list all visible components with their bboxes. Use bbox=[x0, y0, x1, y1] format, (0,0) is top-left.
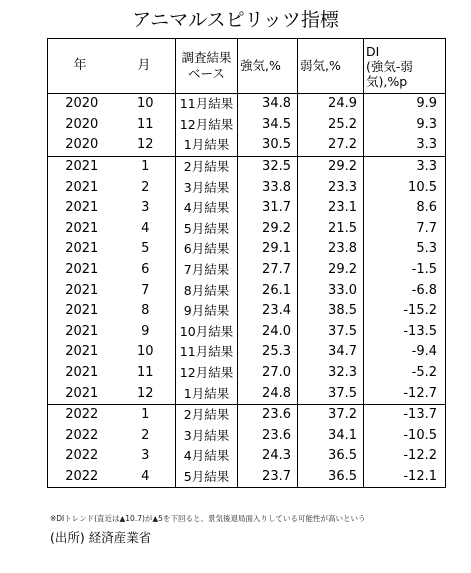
cell-year: 2020 bbox=[48, 115, 116, 136]
cell-strong: 23.7 bbox=[238, 467, 298, 488]
cell-di: 7.7 bbox=[364, 219, 446, 240]
cell-weak: 32.3 bbox=[298, 363, 364, 384]
table-row bbox=[48, 135, 446, 156]
cell-month: 4 bbox=[141, 220, 150, 236]
cell-year: 2022 bbox=[48, 426, 116, 447]
table-row bbox=[48, 198, 446, 219]
cell-di: -1.5 bbox=[364, 260, 446, 281]
cell-year: 2021 bbox=[48, 239, 116, 260]
cell-year: 2021 bbox=[48, 322, 116, 343]
cell-base: 2月結果 bbox=[176, 404, 238, 425]
table-row bbox=[48, 446, 446, 467]
cell-base: 10月結果 bbox=[176, 322, 238, 343]
cell-base: 5月結果 bbox=[176, 467, 238, 488]
header-month: 月 bbox=[137, 58, 151, 73]
cell-weak: 23.3 bbox=[298, 177, 364, 198]
data-table-container bbox=[47, 38, 445, 488]
table-row bbox=[48, 322, 446, 343]
cell-base: 1月結果 bbox=[176, 383, 238, 404]
cell-di: -12.7 bbox=[364, 383, 446, 404]
cell-di: -13.5 bbox=[364, 322, 446, 343]
table-row bbox=[48, 404, 446, 425]
cell-di: -12.1 bbox=[364, 467, 446, 488]
cell-month: 2 bbox=[141, 427, 150, 443]
cell-di: -12.2 bbox=[364, 446, 446, 467]
cell-base: 11月結果 bbox=[176, 342, 238, 363]
table-row bbox=[48, 280, 446, 301]
cell-year: 2021 bbox=[48, 363, 116, 384]
header-survey-base-line2: ベース bbox=[188, 66, 225, 81]
footnote: ※DIトレンド(直近は▲10.7)が▲5を下回ると、景気後退局面入りしている可能性が高いという bbox=[50, 514, 366, 523]
cell-strong: 29.1 bbox=[238, 239, 298, 260]
cell-base: 12月結果 bbox=[176, 115, 238, 136]
table-row bbox=[48, 115, 446, 136]
header-year: 年 bbox=[73, 58, 87, 73]
cell-base: 11月結果 bbox=[176, 94, 238, 115]
cell-base: 4月結果 bbox=[176, 446, 238, 467]
cell-year: 2021 bbox=[48, 156, 116, 177]
header-strong: 強気,% bbox=[238, 39, 298, 94]
cell-base: 6月結果 bbox=[176, 239, 238, 260]
cell-strong: 24.3 bbox=[238, 446, 298, 467]
cell-strong: 27.7 bbox=[238, 260, 298, 281]
cell-di: -9.4 bbox=[364, 342, 446, 363]
table-row bbox=[48, 467, 446, 488]
cell-month: 3 bbox=[141, 200, 150, 216]
cell-weak: 25.2 bbox=[298, 115, 364, 136]
cell-year: 2021 bbox=[48, 177, 116, 198]
cell-month: 10 bbox=[136, 96, 154, 112]
cell-strong: 33.8 bbox=[238, 177, 298, 198]
cell-strong: 27.0 bbox=[238, 363, 298, 384]
header-survey-base-line1: 調査結果 bbox=[181, 50, 232, 65]
cell-di: 3.3 bbox=[364, 135, 446, 156]
page-title: アニマルスピリッツ指標 bbox=[132, 9, 339, 31]
cell-strong: 34.8 bbox=[238, 94, 298, 115]
cell-di: 3.3 bbox=[364, 156, 446, 177]
table-row bbox=[48, 156, 446, 177]
header-di-line2: (強気-弱 bbox=[366, 58, 413, 74]
cell-base: 5月結果 bbox=[176, 219, 238, 240]
cell-weak: 21.5 bbox=[298, 219, 364, 240]
cell-year: 2022 bbox=[48, 467, 116, 488]
cell-month: 1 bbox=[141, 159, 150, 175]
cell-weak: 29.2 bbox=[298, 260, 364, 281]
cell-di: -6.8 bbox=[364, 280, 446, 301]
cell-di: 10.5 bbox=[364, 177, 446, 198]
cell-di: 8.6 bbox=[364, 198, 446, 219]
cell-base: 2月結果 bbox=[176, 156, 238, 177]
table-row bbox=[48, 342, 446, 363]
cell-weak: 29.2 bbox=[298, 156, 364, 177]
header-di-line1: DI bbox=[366, 43, 380, 59]
cell-strong: 25.3 bbox=[238, 342, 298, 363]
header-di bbox=[364, 39, 446, 94]
table-row bbox=[48, 301, 446, 322]
cell-strong: 23.4 bbox=[238, 301, 298, 322]
cell-di: -15.2 bbox=[364, 301, 446, 322]
table-row bbox=[48, 260, 446, 281]
cell-weak: 36.5 bbox=[298, 446, 364, 467]
cell-strong: 23.6 bbox=[238, 404, 298, 425]
cell-year: 2021 bbox=[48, 280, 116, 301]
cell-base: 7月結果 bbox=[176, 260, 238, 281]
table-row bbox=[48, 363, 446, 384]
table-row bbox=[48, 426, 446, 447]
cell-month: 11 bbox=[136, 116, 154, 132]
cell-weak: 34.7 bbox=[298, 342, 364, 363]
cell-strong: 31.7 bbox=[238, 198, 298, 219]
cell-year: 2021 bbox=[48, 301, 116, 322]
header-di-line3: 気),%p bbox=[366, 73, 408, 89]
cell-year: 2022 bbox=[48, 446, 116, 467]
cell-month: 2 bbox=[141, 179, 150, 195]
cell-month: 12 bbox=[116, 383, 176, 404]
table-row bbox=[48, 94, 446, 115]
cell-di: 5.3 bbox=[364, 239, 446, 260]
cell-strong: 23.6 bbox=[238, 426, 298, 447]
cell-base: 4月結果 bbox=[176, 198, 238, 219]
header-year-month bbox=[48, 39, 176, 94]
cell-strong: 24.8 bbox=[238, 383, 298, 404]
cell-year: 2021 bbox=[48, 342, 116, 363]
cell-strong: 29.2 bbox=[238, 219, 298, 240]
cell-month: 12 bbox=[116, 135, 176, 156]
header-survey-base bbox=[176, 39, 238, 94]
cell-strong: 32.5 bbox=[238, 156, 298, 177]
cell-di: 9.9 bbox=[364, 94, 446, 115]
cell-year: 2020 bbox=[48, 94, 116, 115]
cell-month: 1 bbox=[141, 407, 150, 423]
cell-year: 2021 bbox=[48, 383, 116, 404]
cell-weak: 23.1 bbox=[298, 198, 364, 219]
cell-month: 7 bbox=[141, 282, 150, 298]
cell-month: 9 bbox=[141, 323, 150, 339]
cell-weak: 24.9 bbox=[298, 94, 364, 115]
cell-base: 9月結果 bbox=[176, 301, 238, 322]
cell-strong: 34.5 bbox=[238, 115, 298, 136]
animal-spirits-table bbox=[47, 38, 446, 488]
table-row bbox=[48, 383, 446, 404]
cell-weak: 37.2 bbox=[298, 404, 364, 425]
cell-month: 10 bbox=[136, 344, 154, 360]
cell-base: 1月結果 bbox=[176, 135, 238, 156]
cell-weak: 38.5 bbox=[298, 301, 364, 322]
cell-base: 3月結果 bbox=[176, 426, 238, 447]
header-row bbox=[48, 39, 446, 94]
cell-month: 11 bbox=[136, 365, 154, 381]
cell-weak: 27.2 bbox=[298, 135, 364, 156]
cell-weak: 37.5 bbox=[298, 383, 364, 404]
cell-year: 2021 bbox=[48, 219, 116, 240]
cell-month: 8 bbox=[141, 303, 150, 319]
cell-weak: 33.0 bbox=[298, 280, 364, 301]
cell-strong: 24.0 bbox=[238, 322, 298, 343]
cell-base: 12月結果 bbox=[176, 363, 238, 384]
cell-year: 2021 bbox=[48, 260, 116, 281]
cell-weak: 37.5 bbox=[298, 322, 364, 343]
table-row bbox=[48, 219, 446, 240]
cell-di: -10.5 bbox=[364, 426, 446, 447]
cell-year: 2021 bbox=[48, 198, 116, 219]
cell-weak: 23.8 bbox=[298, 239, 364, 260]
table-row bbox=[48, 177, 446, 198]
cell-di: -5.2 bbox=[364, 363, 446, 384]
header-weak: 弱気,% bbox=[298, 39, 364, 94]
source-credit: (出所) 経済産業省 bbox=[50, 530, 152, 545]
cell-weak: 36.5 bbox=[298, 467, 364, 488]
cell-base: 8月結果 bbox=[176, 280, 238, 301]
cell-strong: 26.1 bbox=[238, 280, 298, 301]
cell-month: 4 bbox=[116, 467, 176, 488]
cell-weak: 34.1 bbox=[298, 426, 364, 447]
cell-di: 9.3 bbox=[364, 115, 446, 136]
table-row bbox=[48, 239, 446, 260]
cell-di: -13.7 bbox=[364, 404, 446, 425]
cell-base: 3月結果 bbox=[176, 177, 238, 198]
cell-month: 3 bbox=[141, 448, 150, 464]
cell-strong: 30.5 bbox=[238, 135, 298, 156]
cell-month: 5 bbox=[141, 241, 150, 257]
table-body bbox=[48, 94, 446, 488]
cell-year: 2020 bbox=[48, 135, 116, 156]
cell-year: 2022 bbox=[48, 404, 116, 425]
cell-month: 6 bbox=[141, 262, 150, 278]
